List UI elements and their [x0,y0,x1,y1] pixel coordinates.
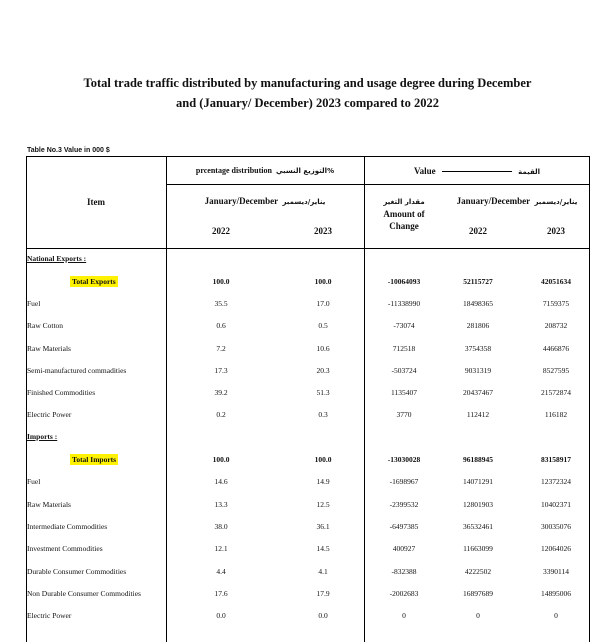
header-pct-2022: 2022 [212,226,230,236]
row-label: Raw Cotton [27,321,64,330]
cell-p22: 0.0 [216,611,226,620]
cell-v22: 4222502 [464,567,492,576]
row-label-total: Total Imports [72,455,117,464]
header-value-period [444,196,590,206]
cell-p23: 0.5 [318,321,328,330]
cell-v23: 4466876 [542,344,570,353]
cell-chg: 712518 [392,344,416,353]
cell-v22: 20437467 [463,388,493,397]
report-title-line1: Total trade traffic distributed by manufacturing and usage degree during December [83,76,532,90]
row-label: Non Durable Consumer Commodities [27,589,141,598]
cell-chg: -2002683 [389,589,419,598]
cell-v23: 14895006 [541,589,571,598]
header-value-jan-dec-ar: يناير/ديسمبر [534,198,578,206]
cell-chg: -1698967 [389,477,419,486]
row-label: Raw Materials [27,344,71,353]
cell-v22: 52115727 [463,277,493,286]
row-label: Intermediate Commodities [27,522,108,531]
cell-chg: -503724 [391,366,417,375]
header-pct-en: prcentage distribution [195,166,272,175]
cell-v23: 21572874 [541,388,571,397]
cell-chg: -832388 [391,567,417,576]
cell-v23: 208732 [544,321,568,330]
header-value-2022: 2022 [469,226,487,236]
cell-v22: 96188945 [463,455,493,464]
cell-chg: 1135407 [391,388,417,397]
row-label-total: Total Exports [72,277,116,286]
cell-p23: 100.0 [314,277,332,286]
cell-p22: 38.0 [214,522,228,531]
cell-v22: 16897689 [463,589,493,598]
section-national-exports: National Exports : [27,254,87,263]
cell-chg: -11338990 [387,299,421,308]
cell-p23: 17.0 [316,299,330,308]
cell-p23: 36.1 [316,522,330,531]
row-label: Electric Power [27,410,72,419]
cell-p22: 100.0 [212,455,230,464]
cell-chg: -10064093 [387,277,421,286]
cell-chg: 400927 [392,544,416,553]
header-value [364,166,590,176]
header-change-ar: مقدار التغير [383,198,425,206]
cell-v22: 12801903 [463,500,493,509]
cell-p22: 4.4 [216,567,226,576]
header-change-en1: Amount of [383,209,425,219]
cell-chg: -2399532 [389,500,419,509]
cell-chg: 3770 [396,410,412,419]
header-change-en2: Change [389,221,419,231]
cell-v23: 30035076 [541,522,571,531]
cell-v23: 83158917 [541,455,571,464]
header-value-2023: 2023 [547,226,565,236]
cell-p22: 100.0 [212,277,230,286]
row-label: Electric Power [27,611,72,620]
cell-p22: 35.5 [214,299,228,308]
cell-p22: 13.3 [214,500,228,509]
cell-v23: 0 [554,611,558,620]
header-pct-period [166,196,364,206]
header-pct-jan-dec-ar: يناير/ديسمبر [282,198,326,206]
cell-p23: 4.1 [318,567,328,576]
row-label: Durable Consumer Commodities [27,567,127,576]
cell-v22: 9031319 [464,366,492,375]
header-value-en: Value [413,166,436,176]
cell-v22: 3754358 [464,344,492,353]
section-imports: Imports : [27,432,58,441]
row-label: Investment Commodities [27,544,103,553]
table-number-label: Table No.3 Value in 000 $ [27,147,110,154]
cell-v23: 8527595 [542,366,570,375]
cell-v22: 281806 [466,321,490,330]
cell-v23: 12064026 [541,544,571,553]
header-bottom-line [26,248,590,249]
report-title-line2: and (January/ December) 2023 compared to 2022 [176,96,439,110]
cell-p22: 12.1 [214,544,228,553]
cell-p23: 51.3 [316,388,330,397]
cell-v23: 12372324 [541,477,571,486]
cell-p22: 17.3 [214,366,228,375]
cell-v23: 10402371 [541,500,571,509]
cell-p23: 100.0 [314,455,332,464]
col-divider-item [166,156,167,642]
cell-p22: 17.6 [214,589,228,598]
row-label: Finished Commodities [27,388,96,397]
header-percentage [166,166,364,175]
cell-p22: 0.2 [216,410,226,419]
header-change [364,196,444,232]
cell-p23: 20.3 [316,366,330,375]
cell-p22: 0.6 [216,321,226,330]
cell-v22: 18498365 [463,299,493,308]
cell-p22: 14.6 [214,477,228,486]
cell-p23: 10.6 [316,344,330,353]
cell-v22: 11663099 [463,544,493,553]
cell-p23: 0.0 [318,611,328,620]
cell-v22: 0 [476,611,480,620]
cell-p22: 7.2 [216,344,226,353]
cell-p23: 14.9 [316,477,330,486]
cell-chg: -73074 [393,321,415,330]
header-pct-2023: 2023 [314,226,332,236]
row-label: Raw Materials [27,500,71,509]
header-subline [166,184,590,185]
cell-v23: 42051634 [541,277,571,286]
header-item: Item [87,197,105,207]
cell-p23: 14.5 [316,544,330,553]
cell-p23: 12.5 [316,500,330,509]
row-label: Fuel [27,477,41,486]
cell-p22: 39.2 [214,388,228,397]
cell-v23: 116182 [544,410,568,419]
cell-v22: 14071291 [463,477,493,486]
header-pct-ar: التوزيع النسبي% [275,167,335,175]
cell-chg: 0 [402,611,406,620]
cell-chg: -6497385 [389,522,419,531]
header-pct-jan-dec-en: January/December [204,196,278,206]
header-value-jan-dec-en: January/December [456,196,530,206]
cell-v23: 3390114 [543,567,569,576]
cell-v23: 7159375 [542,299,570,308]
cell-p23: 17.9 [316,589,330,598]
cell-chg: -13030028 [387,455,421,464]
row-label: Semi-manufactured commadities [27,366,127,375]
header-value-ar: القيمة [518,168,541,176]
row-label: Fuel [27,299,41,308]
cell-p23: 0.3 [318,410,328,419]
cell-v22: 36532461 [463,522,493,531]
cell-v22: 112412 [466,410,490,419]
